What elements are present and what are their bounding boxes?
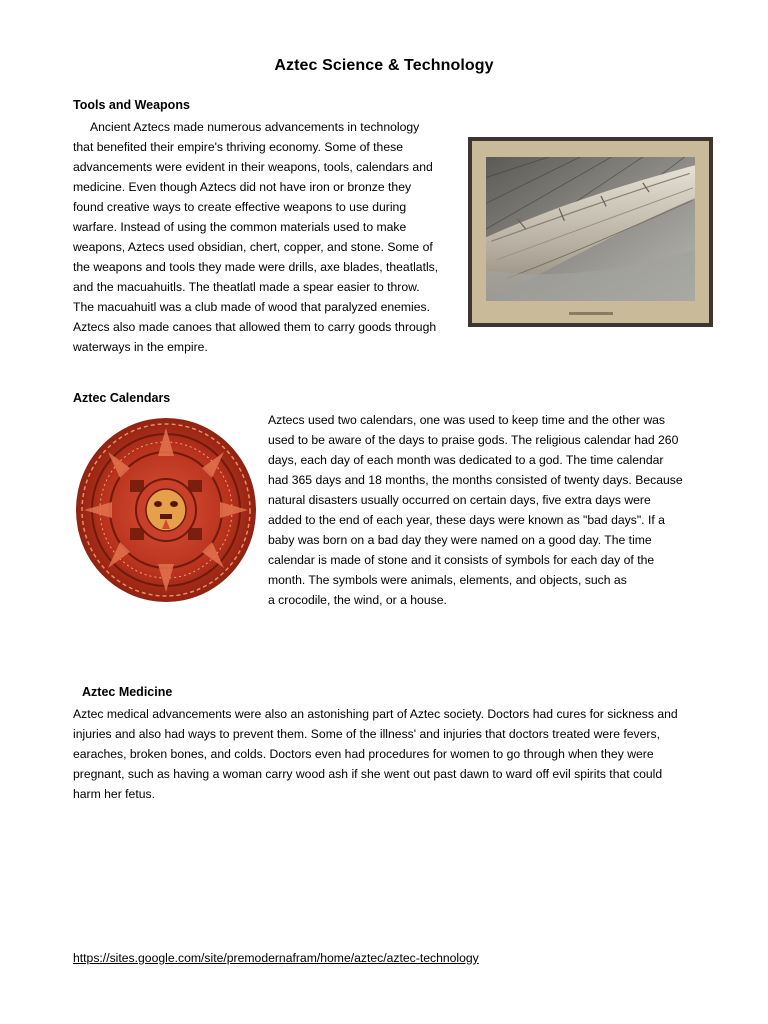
aztec-calendar-stone-image <box>74 416 258 604</box>
photo-mat <box>472 141 709 323</box>
tools-line: Aztecs also made canoes that allowed them to carry goods through <box>73 320 437 334</box>
calendars-line: baby was born on a bad day they were named on a good day. The time <box>268 533 652 547</box>
calendars-line: added to the end of each year, these days were known as "bad days". If a <box>268 513 665 527</box>
tools-line: that benefited their empire's thriving economy. Some of these <box>73 140 403 154</box>
medicine-line: harm her fetus. <box>73 787 155 801</box>
medicine-line: injuries and also had ways to prevent them. Some of the illness' and injuries that doctors treated were fevers, <box>73 727 660 741</box>
medicine-paragraph <box>73 704 678 804</box>
calendars-heading: Aztec Calendars <box>73 391 171 405</box>
medicine-line: pregnant, such as having a woman carry wood ash if she went out past dawn to ward off evil spirits that could <box>73 767 663 781</box>
calendars-paragraph <box>268 410 683 610</box>
calendars-line: month. The symbols were animals, elements, and objects, such as <box>268 573 627 587</box>
medicine-heading: Aztec Medicine <box>82 685 173 699</box>
tools-line: warfare. Instead of using the common materials used to make <box>73 220 407 234</box>
calendars-line: Aztecs used two calendars, one was used to keep time and the other was <box>268 413 665 427</box>
canoe-photo <box>468 137 713 327</box>
canoe-image <box>486 157 695 301</box>
calendars-line: calendar is made of stone and it consists of symbols for each day of the <box>268 553 655 567</box>
calendars-line: a crocodile, the wind, or a house. <box>268 593 447 607</box>
tools-line: weapons, Aztecs used obsidian, chert, copper, and stone. Some of <box>73 240 433 254</box>
source-link[interactable]: https://sites.google.com/site/premodernafram/home/aztec/aztec-technology <box>73 951 479 965</box>
tools-paragraph <box>73 117 438 357</box>
photo-caption-mark <box>569 312 613 315</box>
tools-line: advancements were evident in their weapons, tools, calendars and <box>73 160 433 174</box>
tools-line: found creative ways to create effective weapons to use during <box>73 200 407 214</box>
tools-line: The macuahuitl was a club made of wood that paralyzed enemies. <box>73 300 431 314</box>
calendars-line: natural disasters usually occurred on certain days, five extra days were <box>268 493 651 507</box>
tools-line: Ancient Aztecs made numerous advancements in technology <box>90 120 420 134</box>
tools-line: waterways in the empire. <box>73 340 208 354</box>
tools-heading: Tools and Weapons <box>73 98 190 112</box>
page-title: Aztec Science & Technology <box>274 57 494 74</box>
medicine-line: Aztec medical advancements were also an astonishing part of Aztec society. Doctors had cures for sickness and <box>73 707 678 721</box>
medicine-line: earaches, broken bones, and colds. Doctors even had procedures for women to go through when they were <box>73 747 654 761</box>
tools-line: and the macuahuitls. The theatlatl made a spear easier to throw. <box>73 280 420 294</box>
tools-line: the weapons and tools they made were drills, axe blades, theatlatls, <box>73 260 439 274</box>
calendars-line: used to be aware of the days to praise gods. The religious calendar had 260 <box>268 433 679 447</box>
tools-line: medicine. Even though Aztecs did not have iron or bronze they <box>73 180 412 194</box>
calendars-line: had 365 days and 18 months, the months consisted of twenty days. Because <box>268 473 683 487</box>
calendars-line: days, each day of each month was dedicated to a god. The time calendar <box>268 453 664 467</box>
